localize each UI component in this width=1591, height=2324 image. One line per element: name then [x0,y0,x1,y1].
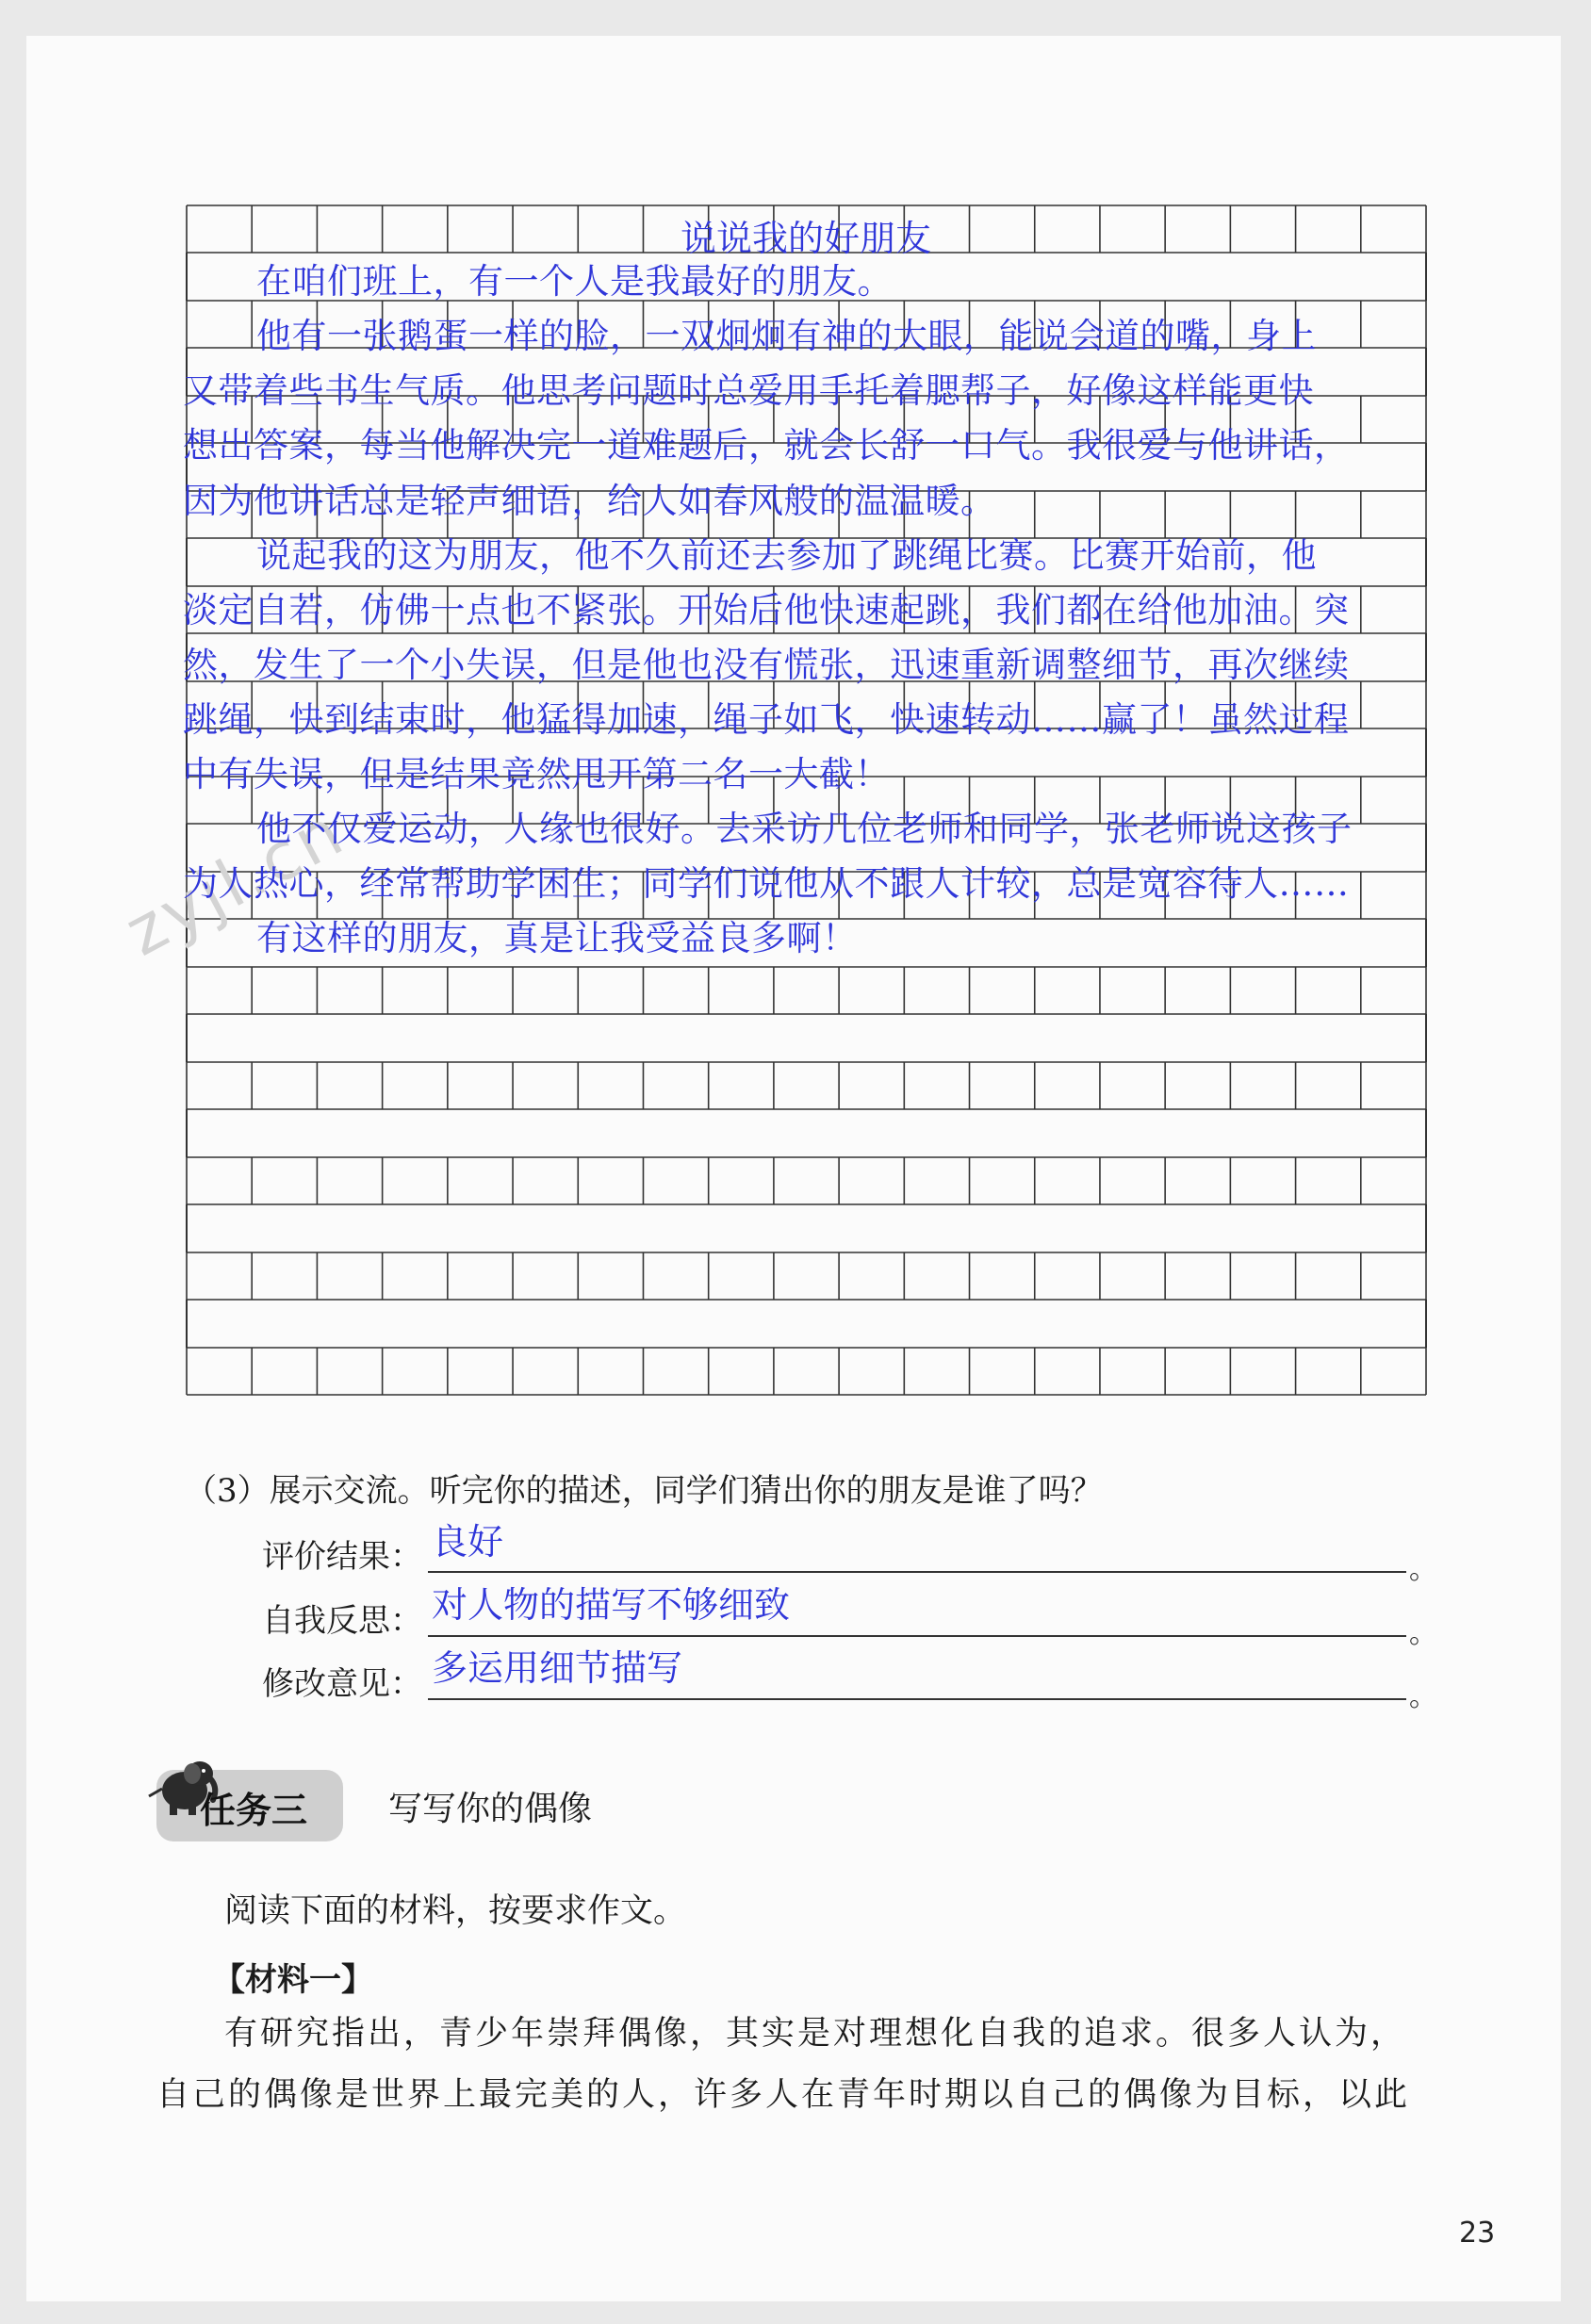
material-line: 自己的偶像是世界上最完美的人，许多人在青年时期以自己的偶像为目标，以此 [156,2076,1411,2114]
essay-line: 然，发生了一个小失误，但是他也没有慌张，迅速重新调整细节，再次继续 [183,645,1350,685]
essay-line: 中有失误，但是结果竟然甩开第二名一大截！ [183,754,890,794]
evaluation-label: 评价结果： [262,1538,422,1576]
essay-line: 淡定自若，仿佛一点也不紧张。开始后他快速起跳，我们都在给他加油。突 [183,590,1350,630]
question-3-prompt: （3）展示交流。听完你的描述，同学们猜出你的朋友是谁了吗？ [185,1472,1103,1510]
revision-answer[interactable]: 多运用细节描写 [432,1647,683,1689]
essay-line: 又带着些书生气质。他思考问题时总爱用手托着腮帮子，好像这样能更快 [183,370,1314,411]
task-badge-label: 任务三 [200,1790,308,1831]
evaluation-underline [428,1571,1406,1573]
essay-line: 想出答案，每当他解决完一道难题后，就会长舒一口气。我很爱与他讲话， [183,425,1350,466]
reflection-underline [428,1635,1406,1637]
revision-underline [428,1698,1406,1700]
essay-line: 为人热心，经常帮助学困生；同学们说他从不跟人计较，总是宽容待人…… [183,863,1350,904]
material-line: 有研究指出，青少年崇拜偶像，其实是对理想化自我的追求。很多人认为， [224,2015,1407,2053]
essay-line: 说起我的这为朋友，他不久前还去参加了跳绳比赛。比赛开始前，他 [256,535,1317,576]
evaluation-answer[interactable]: 良好 [432,1521,504,1563]
essay-line: 因为他讲话总是轻声细语，给人如春风般的温温暖。 [183,481,996,521]
period-mark: 。 [1409,1553,1437,1586]
essay-line: 有这样的朋友，真是让我受益良多啊！ [256,918,858,958]
essay-line: 跳绳，快到结束时，他猛得加速，绳子如飞，快速转动……赢了！虽然过程 [183,699,1350,740]
period-mark: 。 [1409,1680,1437,1713]
reflection-label: 自我反思： [262,1602,422,1640]
reflection-answer[interactable]: 对人物的描写不够细致 [432,1584,791,1626]
watermark: zyjl.cn [113,792,358,972]
essay-line: 他有一张鹅蛋一样的脸，一双炯炯有神的大眼，能说会道的嘴，身上 [256,316,1317,356]
task-title: 写写你的偶像 [388,1790,593,1828]
page-number: 23 [1459,2217,1496,2250]
essay-title: 说说我的好朋友 [681,218,932,259]
revision-label: 修改意见： [262,1665,422,1703]
essay-line: 他不仅爱运动，人缘也很好。去采访几位老师和同学，张老师说这孩子 [256,809,1353,849]
instruction-text: 阅读下面的材料，按要求作文。 [224,1892,687,1930]
material-heading: 【材料一】 [213,1961,373,1999]
essay-line: 在咱们班上，有一个人是我最好的朋友。 [256,261,893,302]
period-mark: 。 [1409,1617,1437,1650]
